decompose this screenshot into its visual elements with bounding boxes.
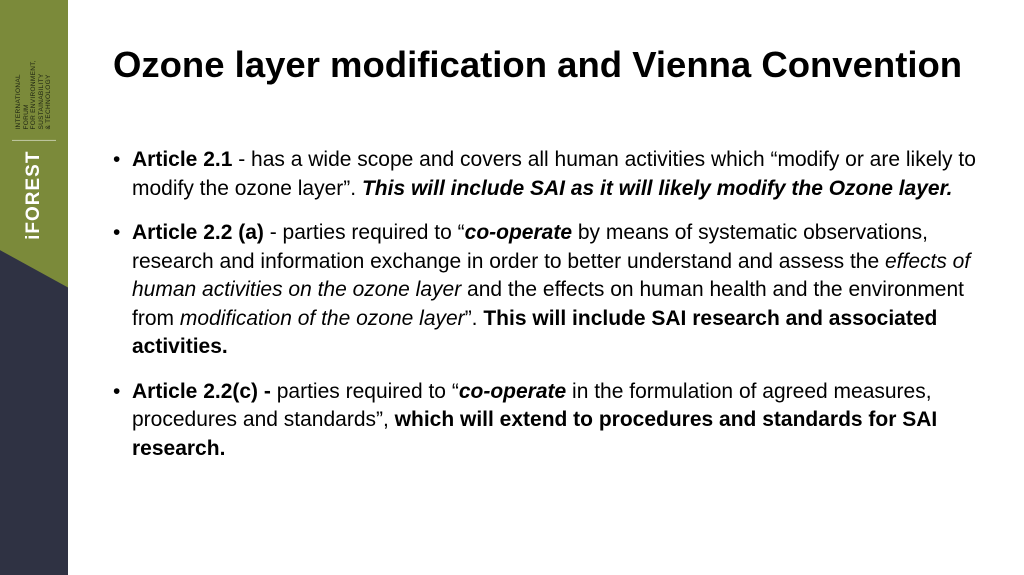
bullet-text: in the formulation of agreed measures, procedures and standards”, bbox=[132, 379, 932, 431]
bullet-dot: • bbox=[113, 379, 121, 403]
bullet-text: - parties required to “ bbox=[263, 221, 465, 244]
sidebar bbox=[0, 0, 68, 575]
bullet-emphasis: This will include SAI research and associated activities. bbox=[132, 306, 938, 358]
article-ref: Article 2.2 (a) bbox=[132, 221, 264, 244]
bullet-emphasis: which will extend to procedures and standards for SAI research. bbox=[132, 408, 938, 460]
brand-tagline-line: INTERNATIONAL bbox=[15, 74, 23, 130]
brand-tagline-line: FOR ENVIRONMENT, bbox=[30, 60, 38, 130]
bullet-emphasis: This will include SAI as it will likely modify the Ozone layer. bbox=[361, 176, 953, 200]
brand-tagline-line: SUSTAINABILITY bbox=[37, 73, 45, 130]
brand-tagline-line: FORUM bbox=[22, 104, 30, 130]
cooperate-term: co-operate bbox=[464, 221, 573, 244]
bullet-text: parties required to “ bbox=[270, 379, 459, 403]
bullet-text: - has a wide scope and covers all human activities which “modify or are likely to modify the ozone layer”. bbox=[132, 148, 976, 200]
italic-phrase: modification of the ozone layer bbox=[179, 306, 465, 330]
bullet-dot: • bbox=[113, 148, 121, 171]
bullet-list bbox=[113, 146, 983, 479]
bullet-article-2-1 bbox=[113, 146, 983, 203]
bullet-text: and the effects on human health and the environment from bbox=[132, 278, 965, 330]
article-ref: Article 2.1 bbox=[132, 148, 233, 171]
bullet-article-2-2c bbox=[113, 378, 983, 464]
brand-divider bbox=[12, 140, 56, 141]
brand-tagline-line: & TECHNOLOGY bbox=[45, 74, 53, 130]
bullet-text: ”. bbox=[464, 306, 484, 330]
brand-tagline bbox=[15, 60, 53, 129]
italic-phrase: effects of human activities on the ozone layer bbox=[132, 249, 971, 301]
brand-logo: iFOREST bbox=[23, 150, 44, 240]
bullet-article-2-2a bbox=[113, 219, 983, 362]
bullet-dot: • bbox=[113, 221, 121, 244]
brand bbox=[12, 60, 56, 240]
slide-title: Ozone layer modification and Vienna Convention bbox=[113, 44, 963, 85]
article-ref: Article 2.2(c) - bbox=[132, 379, 271, 403]
cooperate-term: co-operate bbox=[458, 379, 567, 403]
bullet-text: by means of systematic observations, research and information exchange in order to better understand and assess the bbox=[132, 221, 929, 273]
